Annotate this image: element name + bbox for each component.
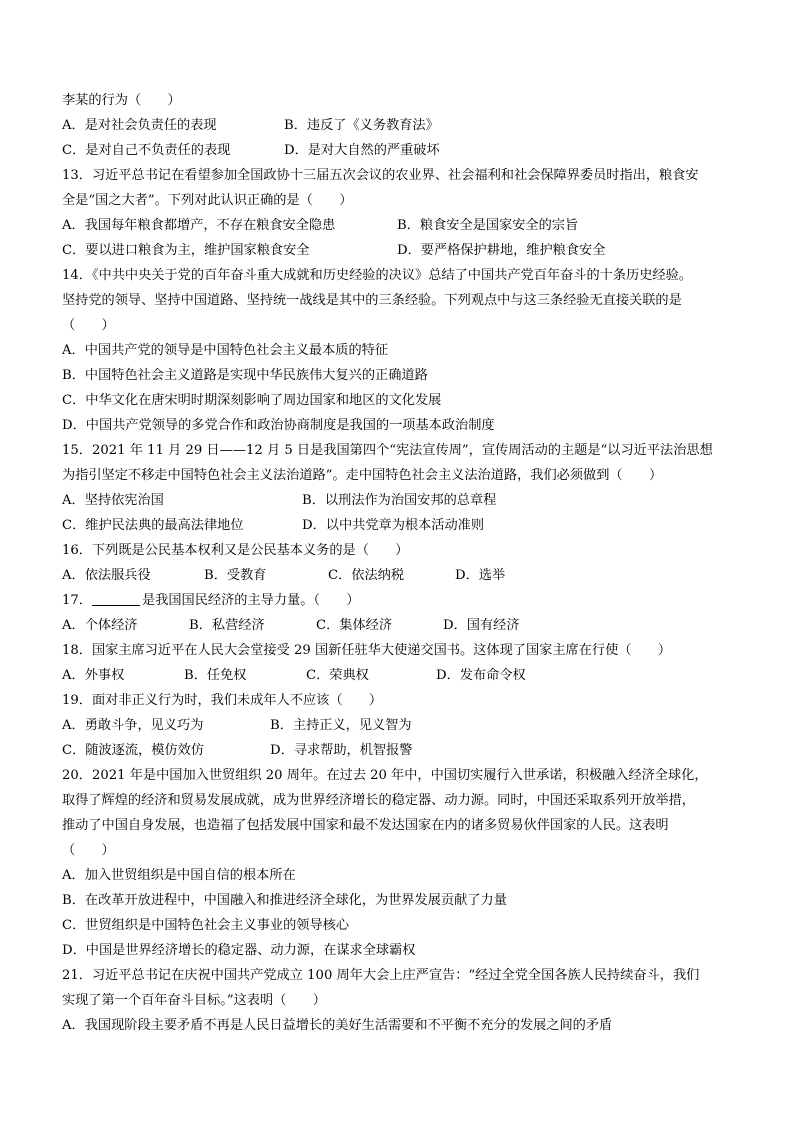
answer-option: C．要以进口粮食为主，维护国家粮食安全 — [62, 243, 310, 258]
answer-options-row — [62, 488, 742, 513]
answer-option: A．个体经济 — [62, 618, 138, 633]
answer-option: B．以刑法作为治国安邦的总章程 — [302, 493, 497, 508]
answer-option: B．主持正义，见义智为 — [270, 718, 412, 733]
answer-option: C．维护民法典的最高法律地位 — [62, 518, 244, 533]
question-text-line: D．中国是世界经济增长的稳定器、动力源，在谋求全球霸权 — [62, 943, 416, 958]
answer-option: B．任免权 — [184, 668, 247, 683]
question-text-line: （ ） — [62, 843, 115, 858]
answer-option: D．发布命令权 — [436, 668, 526, 683]
answer-options-row — [62, 513, 742, 538]
question-text-line: C．世贸组织是中国特色社会主义事业的领导核心 — [62, 918, 350, 933]
answer-options-row — [62, 563, 742, 588]
answer-option: D．选举 — [455, 568, 506, 583]
question-text-line: 13．习近平总书记在看望参加全国政协十三届五次会议的农业界、社会福利和社会保障界委员时指出，粮食安 — [62, 168, 699, 183]
answer-option: D．国有经济 — [443, 618, 520, 633]
answer-option: D．是对大自然的严重破坏 — [284, 143, 440, 158]
question-text-line: D．中国共产党领导的多党合作和政治协商制度是我国的一项基本政治制度 — [62, 418, 495, 433]
question-text-line: 15．2021 年 11 月 29 日——12 月 5 日是我国第四个“宪法宣传周”，宣传周活动的主题是“以习近平法治思想 — [62, 443, 713, 458]
answer-option: B．私营经济 — [189, 618, 265, 633]
answer-option: C．是对自己不负责任的表现 — [62, 143, 231, 158]
answer-options-row — [62, 238, 742, 263]
question-text-line: （ ） — [62, 318, 115, 333]
question-text-line: A．我国现阶段主要矛盾不再是人民日益增长的美好生活需要和不平衡不充分的发展之间的矛盾 — [62, 1018, 613, 1033]
answer-option: A．坚持依宪治国 — [62, 493, 164, 508]
question-text-line: 20．2021 年是中国加入世贸组织 20 周年。在过去 20 年中，中国切实履行入世承诺，积极融入经济全球化， — [62, 768, 708, 783]
question-text-line: 实现了第一个百年奋斗目标。”这表明（ ） — [62, 993, 326, 1008]
answer-option: B．违反了《义务教育法》 — [284, 118, 439, 133]
question-text: 是我国国民经济的主导力量。（ ） — [141, 593, 360, 608]
answer-option: B．受教育 — [204, 568, 267, 583]
question-text-line: 19．面对非正义行为时，我们未成年人不应该（ ） — [62, 693, 383, 708]
answer-option: C．依法纳税 — [328, 568, 405, 583]
question-text-line: 李某的行为（ ） — [62, 93, 181, 108]
answer-option: C．随波逐流，模仿效仿 — [62, 743, 204, 758]
answer-option: C．荣典权 — [306, 668, 369, 683]
answer-options-row — [62, 138, 742, 163]
fill-in-blank — [92, 591, 140, 606]
answer-options-row — [62, 663, 742, 688]
question-number: 17． — [62, 593, 92, 608]
answer-option: D．寻求帮助，机智报警 — [270, 743, 413, 758]
question-text-line: 坚持党的领导、坚持中国道路、坚持统一战线是其中的三条经验。下列观点中与这三条经验无直接关联的是 — [62, 293, 682, 308]
question-text-line: A．中国共产党的领导是中国特色社会主义最本质的特征 — [62, 343, 389, 358]
question-text-line: B．中国特色社会主义道路是实现中华民族伟大复兴的正确道路 — [62, 368, 428, 383]
question-text-line — [62, 588, 742, 613]
question-text-line: 全是“国之大者”。下列对此认识正确的是（ ） — [62, 193, 353, 208]
question-text-line: A．加入世贸组织是中国自信的根本所在 — [62, 868, 296, 883]
exam-page-content — [62, 88, 742, 1038]
answer-option: C．集体经济 — [316, 618, 393, 633]
answer-option: A．我国每年粮食都增产，不存在粮食安全隐患 — [62, 218, 336, 233]
answer-option: B．粮食安全是国家安全的宗旨 — [397, 218, 579, 233]
question-text-line: 16．下列既是公民基本权利又是公民基本义务的是（ ） — [62, 543, 409, 558]
answer-option: A．勇敢斗争，见义巧为 — [62, 718, 204, 733]
answer-option: A．外事权 — [62, 668, 125, 683]
answer-option: D．要严格保护耕地，维护粮食安全 — [397, 243, 606, 258]
answer-options-row — [62, 713, 742, 738]
answer-options-row — [62, 613, 742, 638]
answer-options-row — [62, 738, 742, 763]
answer-options-row — [62, 213, 742, 238]
question-text-line: 为指引坚定不移走中国特色社会主义法治道路”。走中国特色社会主义法治道路，我们必须做到（ ） — [62, 468, 663, 483]
question-text-line: 21．习近平总书记在庆祝中国共产党成立 100 周年大会上庄严宣告：“经过全党全国各族人民持续奋斗，我们 — [62, 968, 700, 983]
question-text-line: B．在改革开放进程中，中国融入和推进经济全球化，为世界发展贡献了力量 — [62, 893, 507, 908]
question-text-line: 14．《中共中央关于党的百年奋斗重大成就和历史经验的决议》总结了中国共产党百年奋斗的十条历史经验。 — [62, 268, 692, 283]
question-text-line: C．中华文化在唐宋明时期深刻影响了周边国家和地区的文化发展 — [62, 393, 442, 408]
answer-option: A．依法服兵役 — [62, 568, 151, 583]
question-text-line: 取得了辉煌的经济和贸易发展成就，成为世界经济增长的稳定器、动力源。同时，中国还采取系列开放举措， — [62, 793, 695, 808]
question-text-line: 推动了中国自身发展，也造福了包括发展中国家和最不发达国家在内的诸多贸易伙伴国家的人民。这表明 — [62, 818, 669, 833]
answer-option: D．以中共党章为根本活动准则 — [302, 518, 485, 533]
question-text-line: 18．国家主席习近平在人民大会堂接受 29 国新任驻华大使递交国书。这体现了国家主席在行使（ ） — [62, 643, 672, 658]
answer-options-row — [62, 113, 742, 138]
answer-option: A．是对社会负责任的表现 — [62, 118, 217, 133]
